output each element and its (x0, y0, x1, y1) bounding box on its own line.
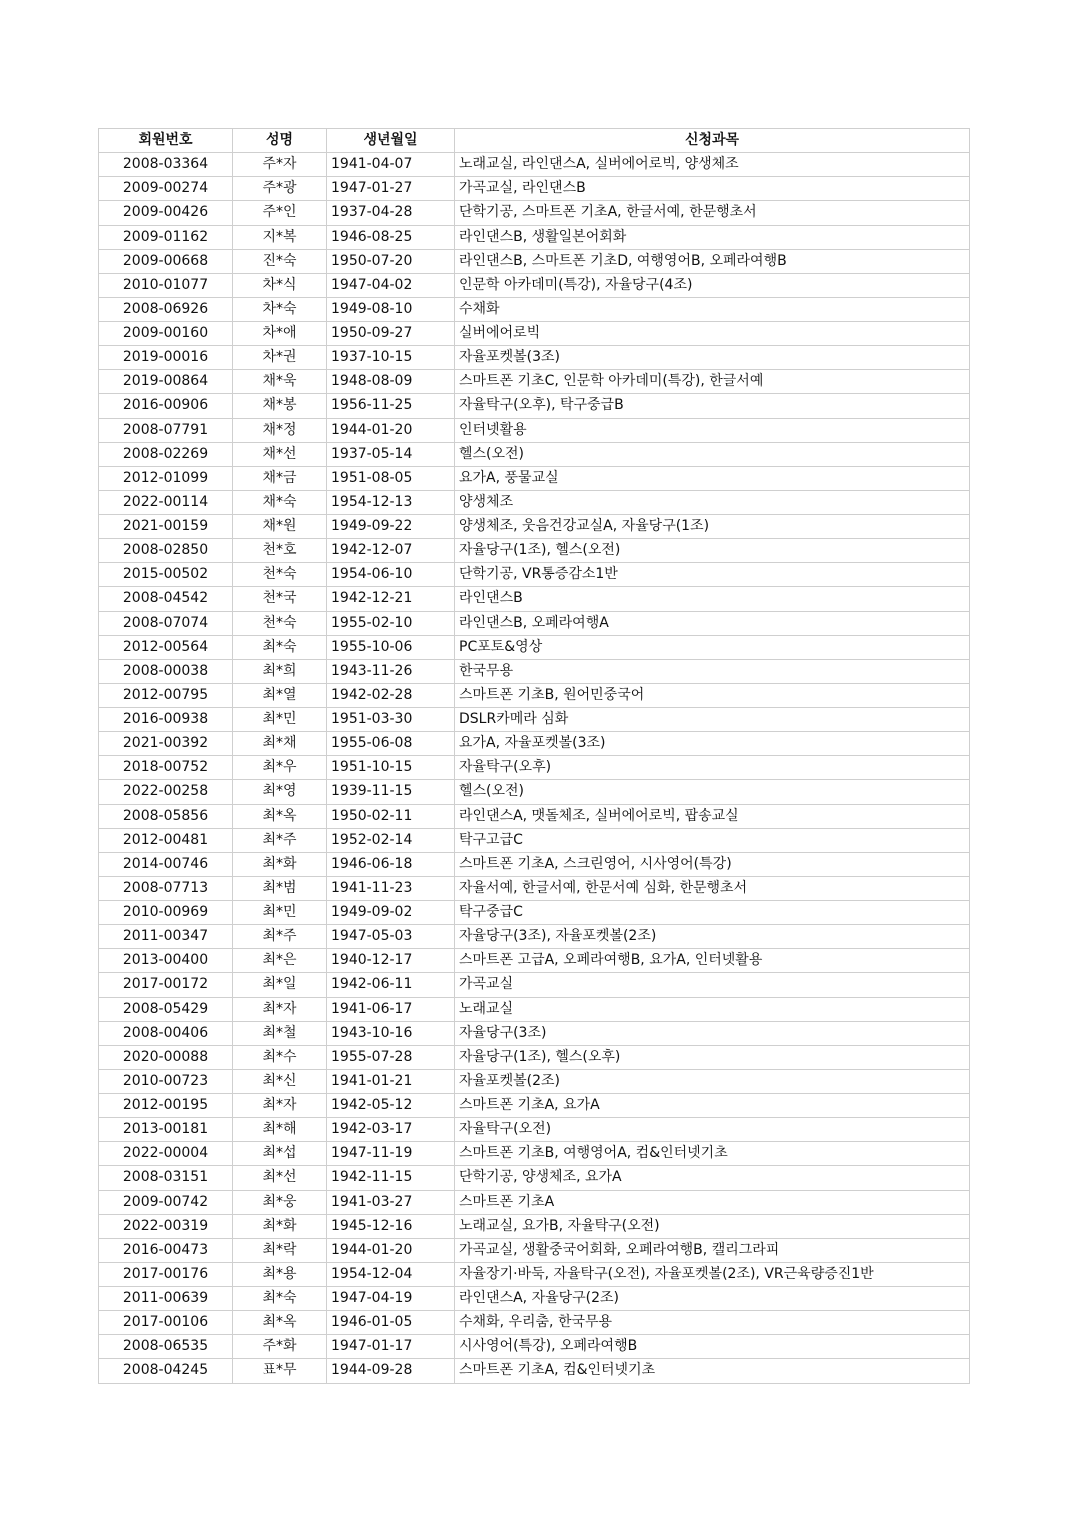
cell-name: 최*수 (233, 1045, 327, 1069)
cell-subjects: 라인댄스B, 생활일본어회화 (455, 225, 970, 249)
cell-member-id: 2008-06535 (99, 1335, 233, 1359)
cell-subjects: 스마트폰 기초C, 인문학 아카데미(특강), 한글서예 (455, 370, 970, 394)
cell-name: 채*선 (233, 442, 327, 466)
cell-subjects: 스마트폰 기초A, 요가A (455, 1094, 970, 1118)
cell-name: 천*숙 (233, 611, 327, 635)
table-row (99, 563, 970, 587)
table-row (99, 297, 970, 321)
cell-birthdate: 1955-02-10 (327, 611, 455, 635)
cell-subjects: 노래교실 (455, 997, 970, 1021)
cell-subjects: 수채화 (455, 297, 970, 321)
cell-birthdate: 1944-01-20 (327, 418, 455, 442)
cell-member-id: 2019-00016 (99, 346, 233, 370)
cell-name: 채*봉 (233, 394, 327, 418)
cell-subjects: 단학기공, VR통증감소1반 (455, 563, 970, 587)
cell-birthdate: 1944-01-20 (327, 1238, 455, 1262)
cell-birthdate: 1947-05-03 (327, 925, 455, 949)
cell-member-id: 2008-07074 (99, 611, 233, 635)
table-row (99, 780, 970, 804)
cell-name: 차*숙 (233, 297, 327, 321)
table-row (99, 153, 970, 177)
cell-birthdate: 1946-06-18 (327, 852, 455, 876)
cell-birthdate: 1956-11-25 (327, 394, 455, 418)
table-row (99, 225, 970, 249)
cell-name: 채*금 (233, 466, 327, 490)
cell-birthdate: 1943-10-16 (327, 1021, 455, 1045)
cell-member-id: 2012-00195 (99, 1094, 233, 1118)
cell-member-id: 2009-01162 (99, 225, 233, 249)
cell-name: 최*영 (233, 780, 327, 804)
cell-name: 최*락 (233, 1238, 327, 1262)
cell-birthdate: 1955-10-06 (327, 635, 455, 659)
table-row (99, 1335, 970, 1359)
cell-subjects: 단학기공, 스마트폰 기초A, 한글서예, 한문행초서 (455, 201, 970, 225)
cell-member-id: 2008-04542 (99, 587, 233, 611)
table-row (99, 1287, 970, 1311)
cell-subjects: 스마트폰 기초B, 여행영어A, 컴&인터넷기초 (455, 1142, 970, 1166)
cell-subjects: 탁구중급C (455, 901, 970, 925)
cell-subjects: 자율포켓볼(3조) (455, 346, 970, 370)
cell-name: 최*해 (233, 1118, 327, 1142)
cell-birthdate: 1946-01-05 (327, 1311, 455, 1335)
cell-birthdate: 1955-07-28 (327, 1045, 455, 1069)
table-header-row (99, 129, 970, 153)
cell-birthdate: 1950-07-20 (327, 249, 455, 273)
cell-birthdate: 1949-09-22 (327, 515, 455, 539)
cell-subjects: 가곡교실, 라인댄스B (455, 177, 970, 201)
table-row (99, 1094, 970, 1118)
cell-name: 최*민 (233, 708, 327, 732)
cell-subjects: 단학기공, 양생체조, 요가A (455, 1166, 970, 1190)
cell-subjects: 노래교실, 라인댄스A, 실버에어로빅, 양생체조 (455, 153, 970, 177)
cell-member-id: 2014-00746 (99, 852, 233, 876)
cell-name: 최*웅 (233, 1190, 327, 1214)
cell-member-id: 2021-00159 (99, 515, 233, 539)
cell-member-id: 2008-05856 (99, 804, 233, 828)
cell-birthdate: 1942-02-28 (327, 683, 455, 707)
cell-name: 최*자 (233, 1094, 327, 1118)
cell-member-id: 2016-00473 (99, 1238, 233, 1262)
cell-name: 천*호 (233, 539, 327, 563)
member-table-sheet (98, 128, 969, 1384)
cell-name: 채*욱 (233, 370, 327, 394)
cell-subjects: 자율장기·바둑, 자율탁구(오전), 자율포켓볼(2조), VR근육량증진1반 (455, 1262, 970, 1286)
cell-subjects: 라인댄스A, 자율당구(2조) (455, 1287, 970, 1311)
cell-subjects: 자율당구(3조), 자율포켓볼(2조) (455, 925, 970, 949)
cell-name: 최*숙 (233, 635, 327, 659)
cell-birthdate: 1947-01-27 (327, 177, 455, 201)
cell-subjects: 라인댄스A, 맷돌체조, 실버에어로빅, 팝송교실 (455, 804, 970, 828)
cell-subjects: 자율서예, 한글서예, 한문서예 심화, 한문행초서 (455, 876, 970, 900)
cell-member-id: 2009-00742 (99, 1190, 233, 1214)
table-row (99, 177, 970, 201)
table-row (99, 1190, 970, 1214)
cell-birthdate: 1946-08-25 (327, 225, 455, 249)
cell-subjects: 자율탁구(오전) (455, 1118, 970, 1142)
cell-subjects: 가곡교실 (455, 973, 970, 997)
cell-birthdate: 1944-09-28 (327, 1359, 455, 1383)
cell-member-id: 2016-00938 (99, 708, 233, 732)
header-name: 성명 (233, 129, 327, 153)
cell-member-id: 2015-00502 (99, 563, 233, 587)
table-row (99, 1166, 970, 1190)
table-row (99, 1142, 970, 1166)
table-row (99, 1238, 970, 1262)
cell-member-id: 2009-00160 (99, 322, 233, 346)
table-row (99, 997, 970, 1021)
cell-subjects: 헬스(오전) (455, 780, 970, 804)
table-row (99, 442, 970, 466)
cell-member-id: 2018-00752 (99, 756, 233, 780)
cell-name: 최*화 (233, 1214, 327, 1238)
cell-birthdate: 1941-06-17 (327, 997, 455, 1021)
member-course-table (98, 128, 970, 1384)
cell-name: 최*열 (233, 683, 327, 707)
table-row (99, 804, 970, 828)
cell-birthdate: 1942-05-12 (327, 1094, 455, 1118)
table-row (99, 1069, 970, 1093)
cell-member-id: 2016-00906 (99, 394, 233, 418)
table-row (99, 708, 970, 732)
cell-birthdate: 1947-01-17 (327, 1335, 455, 1359)
cell-name: 진*숙 (233, 249, 327, 273)
table-row (99, 659, 970, 683)
cell-subjects: 라인댄스B, 스마트폰 기초D, 여행영어B, 오페라여행B (455, 249, 970, 273)
cell-subjects: 탁구고급C (455, 828, 970, 852)
cell-birthdate: 1952-02-14 (327, 828, 455, 852)
cell-birthdate: 1937-10-15 (327, 346, 455, 370)
table-row (99, 322, 970, 346)
cell-name: 채*정 (233, 418, 327, 442)
table-row (99, 515, 970, 539)
cell-member-id: 2008-00038 (99, 659, 233, 683)
cell-name: 최*범 (233, 876, 327, 900)
cell-subjects: 시사영어(특강), 오페라여행B (455, 1335, 970, 1359)
cell-name: 차*권 (233, 346, 327, 370)
cell-birthdate: 1949-08-10 (327, 297, 455, 321)
table-row (99, 1021, 970, 1045)
cell-name: 천*숙 (233, 563, 327, 587)
cell-name: 주*인 (233, 201, 327, 225)
cell-birthdate: 1942-12-21 (327, 587, 455, 611)
table-row (99, 1118, 970, 1142)
cell-member-id: 2020-00088 (99, 1045, 233, 1069)
cell-name: 최*철 (233, 1021, 327, 1045)
cell-subjects: DSLR카메라 심화 (455, 708, 970, 732)
cell-subjects: 한국무용 (455, 659, 970, 683)
cell-birthdate: 1954-12-04 (327, 1262, 455, 1286)
cell-name: 최*주 (233, 828, 327, 852)
cell-birthdate: 1947-04-19 (327, 1287, 455, 1311)
cell-name: 최*우 (233, 756, 327, 780)
cell-member-id: 2008-02850 (99, 539, 233, 563)
cell-member-id: 2008-02269 (99, 442, 233, 466)
cell-subjects: 노래교실, 요가B, 자율탁구(오전) (455, 1214, 970, 1238)
table-row (99, 852, 970, 876)
table-row (99, 201, 970, 225)
cell-subjects: 스마트폰 고급A, 오페라여행B, 요가A, 인터넷활용 (455, 949, 970, 973)
table-row (99, 925, 970, 949)
cell-birthdate: 1942-03-17 (327, 1118, 455, 1142)
cell-subjects: 양생체조 (455, 490, 970, 514)
table-row (99, 611, 970, 635)
cell-name: 최*희 (233, 659, 327, 683)
cell-member-id: 2008-06926 (99, 297, 233, 321)
cell-birthdate: 1945-12-16 (327, 1214, 455, 1238)
cell-subjects: 자율탁구(오후) (455, 756, 970, 780)
cell-birthdate: 1951-10-15 (327, 756, 455, 780)
cell-subjects: 라인댄스B, 오페라여행A (455, 611, 970, 635)
cell-subjects: 자율탁구(오후), 탁구중급B (455, 394, 970, 418)
table-row (99, 1262, 970, 1286)
cell-member-id: 2008-03364 (99, 153, 233, 177)
cell-member-id: 2022-00319 (99, 1214, 233, 1238)
table-row (99, 756, 970, 780)
cell-member-id: 2022-00004 (99, 1142, 233, 1166)
cell-name: 최*자 (233, 997, 327, 1021)
cell-subjects: 자율당구(3조) (455, 1021, 970, 1045)
table-row (99, 273, 970, 297)
cell-birthdate: 1942-12-07 (327, 539, 455, 563)
cell-birthdate: 1937-04-28 (327, 201, 455, 225)
cell-subjects: 실버에어로빅 (455, 322, 970, 346)
cell-name: 최*일 (233, 973, 327, 997)
table-row (99, 901, 970, 925)
cell-subjects: 자율포켓볼(2조) (455, 1069, 970, 1093)
cell-birthdate: 1948-08-09 (327, 370, 455, 394)
cell-subjects: 자율당구(1조), 헬스(오전) (455, 539, 970, 563)
cell-subjects: 요가A, 자율포켓볼(3조) (455, 732, 970, 756)
table-row (99, 732, 970, 756)
table-row (99, 683, 970, 707)
table-row (99, 490, 970, 514)
cell-member-id: 2013-00181 (99, 1118, 233, 1142)
cell-member-id: 2017-00172 (99, 973, 233, 997)
cell-name: 주*자 (233, 153, 327, 177)
cell-birthdate: 1940-12-17 (327, 949, 455, 973)
cell-name: 최*숙 (233, 1287, 327, 1311)
header-birthdate: 생년월일 (327, 129, 455, 153)
cell-name: 최*신 (233, 1069, 327, 1093)
cell-member-id: 2008-03151 (99, 1166, 233, 1190)
cell-birthdate: 1949-09-02 (327, 901, 455, 925)
cell-subjects: 스마트폰 기초B, 원어민중국어 (455, 683, 970, 707)
cell-name: 주*광 (233, 177, 327, 201)
cell-birthdate: 1941-01-21 (327, 1069, 455, 1093)
table-row (99, 973, 970, 997)
cell-member-id: 2008-00406 (99, 1021, 233, 1045)
cell-subjects: 양생체조, 웃음건강교실A, 자율당구(1조) (455, 515, 970, 539)
cell-member-id: 2022-00258 (99, 780, 233, 804)
cell-member-id: 2010-00969 (99, 901, 233, 925)
cell-name: 최*채 (233, 732, 327, 756)
cell-name: 채*숙 (233, 490, 327, 514)
cell-subjects: 라인댄스B (455, 587, 970, 611)
cell-birthdate: 1943-11-26 (327, 659, 455, 683)
cell-member-id: 2012-00564 (99, 635, 233, 659)
cell-name: 차*식 (233, 273, 327, 297)
cell-subjects: 인터넷활용 (455, 418, 970, 442)
table-row (99, 876, 970, 900)
cell-name: 천*국 (233, 587, 327, 611)
table-row (99, 418, 970, 442)
table-row (99, 466, 970, 490)
cell-subjects: 헬스(오전) (455, 442, 970, 466)
cell-birthdate: 1937-05-14 (327, 442, 455, 466)
cell-member-id: 2009-00426 (99, 201, 233, 225)
cell-birthdate: 1951-03-30 (327, 708, 455, 732)
cell-name: 최*선 (233, 1166, 327, 1190)
cell-subjects: 스마트폰 기초A, 스크린영어, 시사영어(특강) (455, 852, 970, 876)
cell-birthdate: 1942-11-15 (327, 1166, 455, 1190)
cell-member-id: 2022-00114 (99, 490, 233, 514)
cell-member-id: 2012-01099 (99, 466, 233, 490)
cell-subjects: 요가A, 풍물교실 (455, 466, 970, 490)
cell-name: 최*옥 (233, 804, 327, 828)
table-row (99, 1045, 970, 1069)
cell-member-id: 2012-00481 (99, 828, 233, 852)
cell-subjects: 수채화, 우리춤, 한국무용 (455, 1311, 970, 1335)
cell-name: 최*민 (233, 901, 327, 925)
cell-name: 채*원 (233, 515, 327, 539)
cell-subjects: 스마트폰 기초A, 컴&인터넷기초 (455, 1359, 970, 1383)
table-row (99, 1214, 970, 1238)
table-row (99, 370, 970, 394)
cell-member-id: 2021-00392 (99, 732, 233, 756)
cell-subjects: 인문학 아카데미(특강), 자율당구(4조) (455, 273, 970, 297)
cell-name: 최*섭 (233, 1142, 327, 1166)
cell-member-id: 2017-00106 (99, 1311, 233, 1335)
cell-subjects: 스마트폰 기초A (455, 1190, 970, 1214)
cell-member-id: 2010-00723 (99, 1069, 233, 1093)
cell-member-id: 2017-00176 (99, 1262, 233, 1286)
cell-subjects: 가곡교실, 생활중국어회화, 오페라여행B, 캘리그라피 (455, 1238, 970, 1262)
table-row (99, 635, 970, 659)
cell-name: 주*화 (233, 1335, 327, 1359)
table-row (99, 539, 970, 563)
cell-birthdate: 1941-03-27 (327, 1190, 455, 1214)
table-row (99, 587, 970, 611)
table-row (99, 1311, 970, 1335)
table-row (99, 249, 970, 273)
cell-member-id: 2011-00347 (99, 925, 233, 949)
cell-name: 최*화 (233, 852, 327, 876)
header-member-id: 회원번호 (99, 129, 233, 153)
cell-member-id: 2012-00795 (99, 683, 233, 707)
cell-member-id: 2008-07713 (99, 876, 233, 900)
cell-name: 최*용 (233, 1262, 327, 1286)
cell-birthdate: 1954-06-10 (327, 563, 455, 587)
cell-member-id: 2008-05429 (99, 997, 233, 1021)
cell-member-id: 2019-00864 (99, 370, 233, 394)
table-row (99, 346, 970, 370)
cell-subjects: 자율당구(1조), 헬스(오후) (455, 1045, 970, 1069)
cell-birthdate: 1947-11-19 (327, 1142, 455, 1166)
cell-birthdate: 1942-06-11 (327, 973, 455, 997)
table-row (99, 828, 970, 852)
cell-member-id: 2008-07791 (99, 418, 233, 442)
table-row (99, 949, 970, 973)
table-row (99, 1359, 970, 1383)
cell-birthdate: 1941-11-23 (327, 876, 455, 900)
header-subjects: 신청과목 (455, 129, 970, 153)
cell-birthdate: 1951-08-05 (327, 466, 455, 490)
cell-member-id: 2009-00274 (99, 177, 233, 201)
cell-name: 최*주 (233, 925, 327, 949)
cell-member-id: 2008-04245 (99, 1359, 233, 1383)
cell-birthdate: 1947-04-02 (327, 273, 455, 297)
cell-name: 지*복 (233, 225, 327, 249)
cell-birthdate: 1950-02-11 (327, 804, 455, 828)
cell-member-id: 2011-00639 (99, 1287, 233, 1311)
cell-birthdate: 1954-12-13 (327, 490, 455, 514)
cell-name: 표*무 (233, 1359, 327, 1383)
cell-subjects: PC포토&영상 (455, 635, 970, 659)
cell-birthdate: 1950-09-27 (327, 322, 455, 346)
cell-birthdate: 1939-11-15 (327, 780, 455, 804)
cell-name: 최*옥 (233, 1311, 327, 1335)
cell-member-id: 2009-00668 (99, 249, 233, 273)
cell-birthdate: 1955-06-08 (327, 732, 455, 756)
table-row (99, 394, 970, 418)
cell-name: 차*애 (233, 322, 327, 346)
cell-member-id: 2013-00400 (99, 949, 233, 973)
cell-birthdate: 1941-04-07 (327, 153, 455, 177)
cell-name: 최*은 (233, 949, 327, 973)
table-body (99, 153, 970, 1383)
cell-member-id: 2010-01077 (99, 273, 233, 297)
